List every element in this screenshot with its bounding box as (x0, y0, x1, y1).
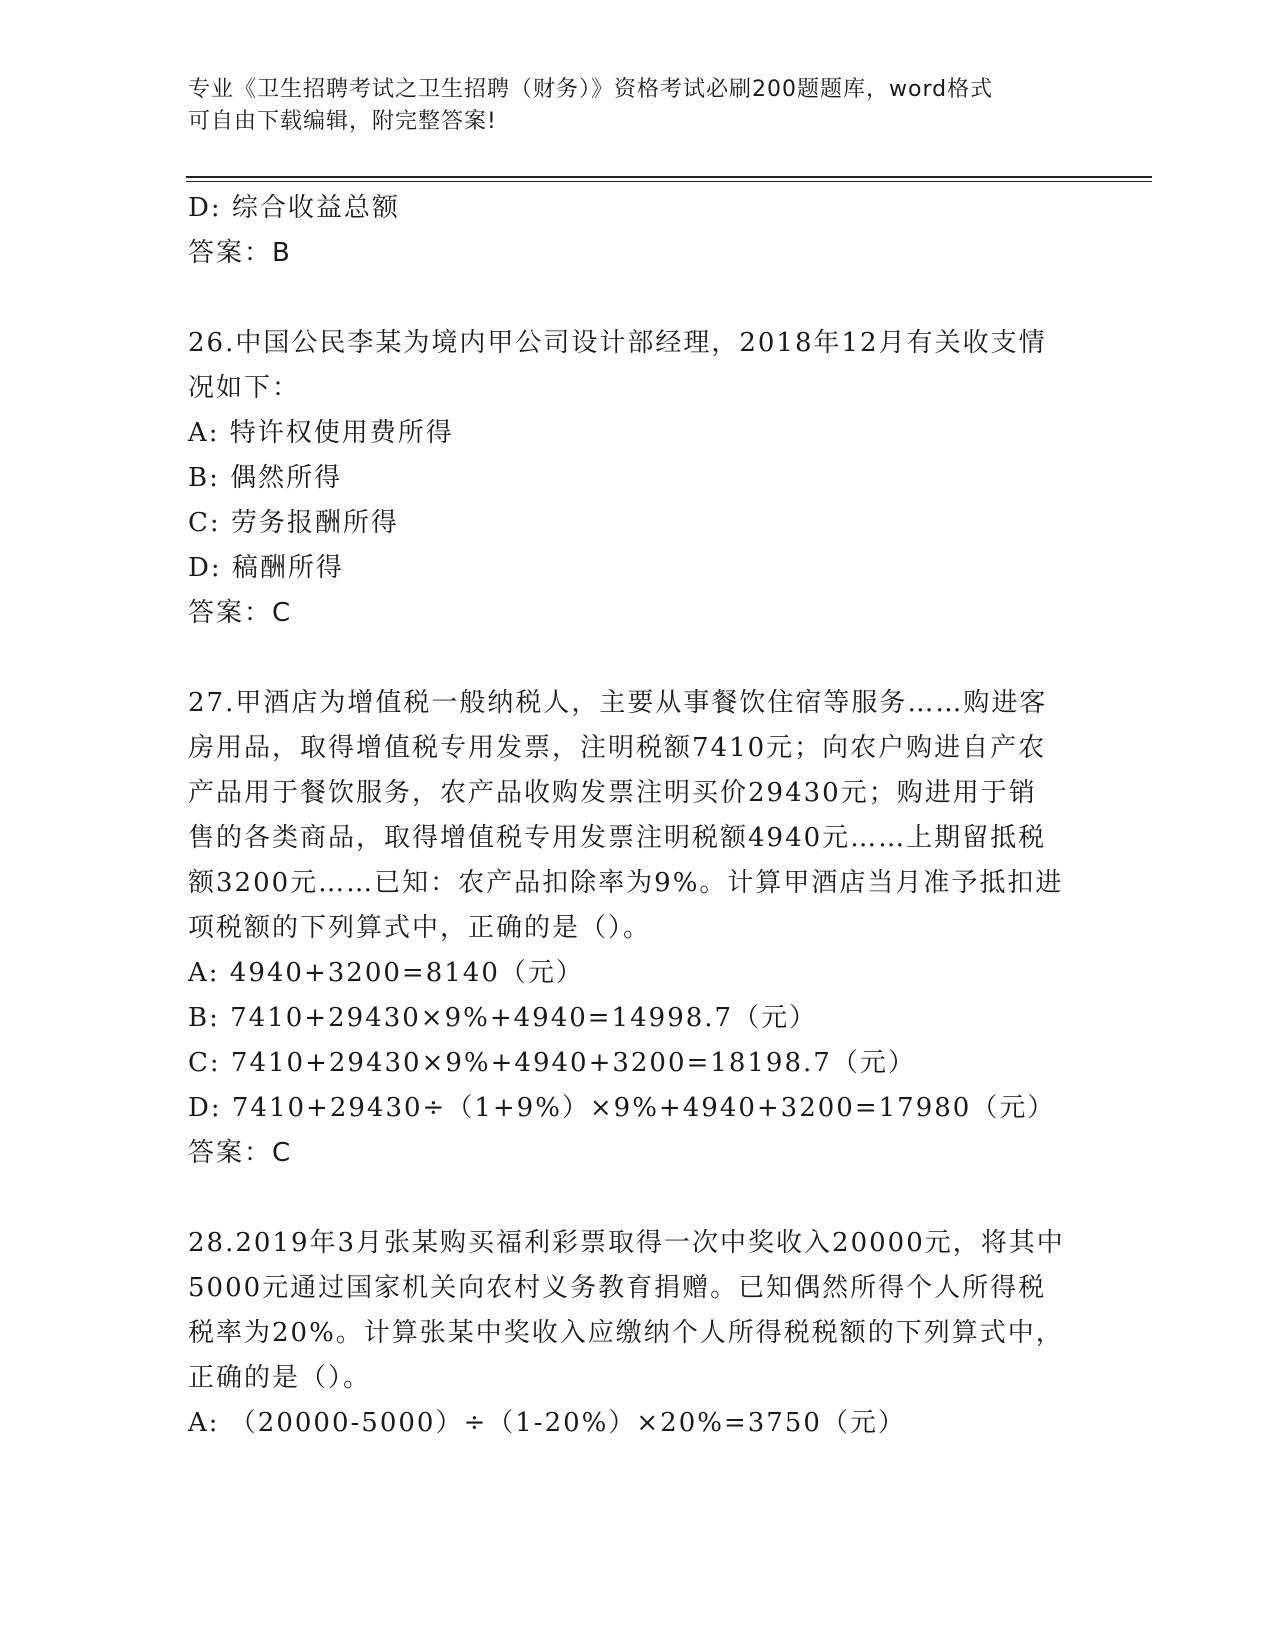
q27-stem-line-2: 房用品，取得增值税专用发票，注明税额7410元；向农户购进自产农 (188, 733, 1047, 763)
q27-option-d: D: 7410+29430÷（1+9%）×9%+4940+3200=17980（元） (188, 1093, 1056, 1123)
q26-option-d: D: 稿酬所得 (188, 553, 344, 583)
question-27 (188, 681, 1088, 1176)
q27-stem-line-4: 售的各类商品，取得增值税专用发票注明税额4940元……上期留抵税 (188, 823, 1047, 853)
q28-stem-line-3: 税率为20%。计算张某中奖收入应缴纳个人所得税税额的下列算式中， (188, 1318, 1064, 1348)
q27-stem-line-5: 额3200元……已知：农产品扣除率为9%。计算甲酒店当月准予抵扣进 (188, 868, 1064, 898)
q25-option-d: D: 综合收益总额 (188, 193, 400, 223)
q28-stem-line-1: 28.2019年3月张某购买福利彩票取得一次中奖收入20000元，将其中 (188, 1228, 1065, 1258)
question-28 (188, 1221, 1088, 1446)
q27-option-a: A: 4940+3200=8140（元） (188, 958, 584, 988)
q26-option-c: C: 劳务报酬所得 (188, 508, 399, 538)
q27-stem-line-1: 27.甲酒店为增值税一般纳税人，主要从事餐饮住宿等服务……购进客 (188, 688, 1048, 718)
header-line-2: 可自由下载编辑，附完整答案! (188, 109, 497, 134)
header-divider-thin (186, 181, 1152, 182)
spacer (188, 276, 1088, 321)
spacer (188, 636, 1088, 681)
q28-stem-line-2: 5000元通过国家机关向农村义务教育捐赠。已知偶然所得个人所得税 (188, 1273, 1047, 1303)
document-header (188, 74, 1068, 138)
q27-answer: 答案：C (188, 1138, 293, 1168)
q26-stem-line-1: 26.中国公民李某为境内甲公司设计部经理，2018年12月有关收支情 (188, 328, 1047, 358)
q26-option-b: B: 偶然所得 (188, 463, 343, 493)
q26-answer: 答案：C (188, 598, 293, 628)
header-line-1: 专业《卫生招聘考试之卫生招聘（财务）》资格考试必刷200题题库，word格式 (188, 77, 994, 102)
spacer (188, 1176, 1088, 1221)
q27-stem-line-6: 项税额的下列算式中，正确的是（）。 (188, 913, 652, 943)
q27-option-c: C: 7410+29430×9%+4940+3200=18198.7（元） (188, 1048, 916, 1078)
q28-option-a: A: （20000-5000）÷（1-20%）×20%=3750（元） (188, 1408, 906, 1438)
question-25-tail (188, 186, 1088, 276)
q27-option-b: B: 7410+29430×9%+4940=14998.7（元） (188, 1003, 818, 1033)
q25-answer: 答案：B (188, 238, 292, 268)
q26-option-a: A: 特许权使用费所得 (188, 418, 454, 448)
question-26 (188, 321, 1088, 636)
q27-stem-line-3: 产品用于餐饮服务，农产品收购发票注明买价29430元；购进用于销 (188, 778, 1037, 808)
q26-stem-line-2: 况如下： (188, 373, 301, 403)
q28-stem-line-4: 正确的是（）。 (188, 1363, 372, 1393)
header-divider-thick (186, 176, 1152, 178)
question-content (188, 186, 1088, 1446)
